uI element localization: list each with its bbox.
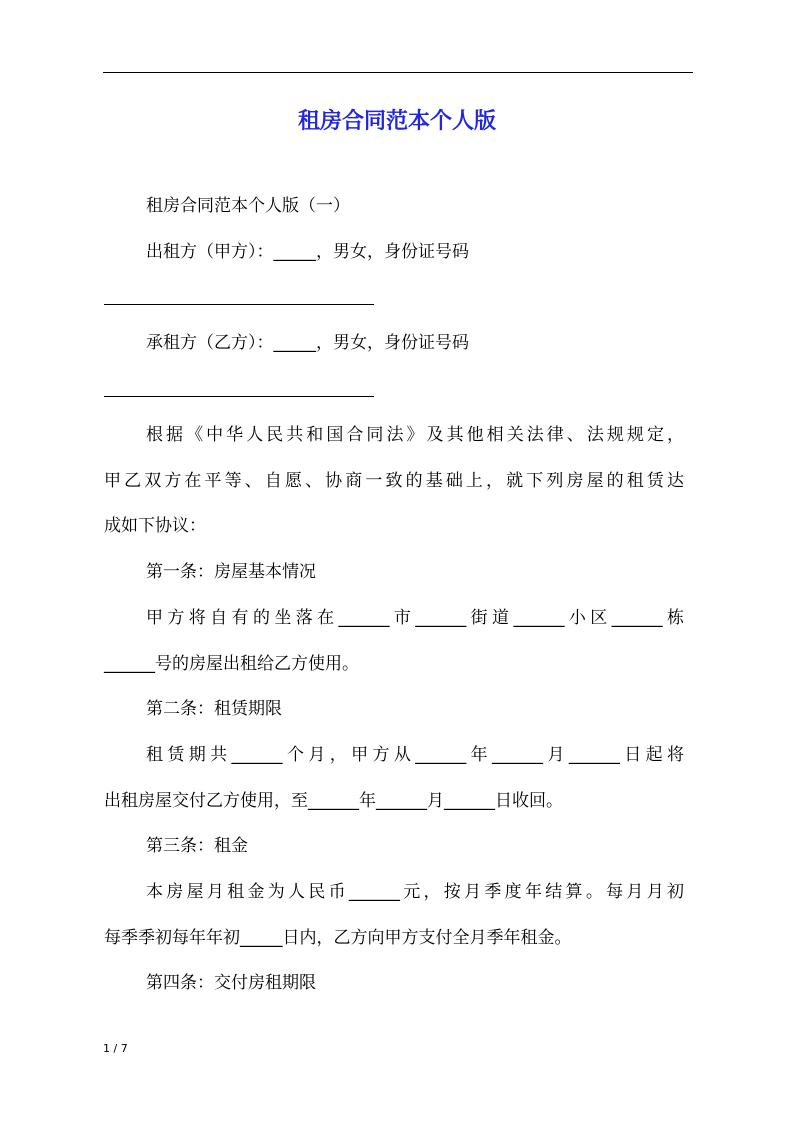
page-number: 1 / 7: [103, 1042, 128, 1055]
article-3-line-2: 每季季初每年年初_____日内，乙方向甲方支付全月季年租金。: [104, 928, 572, 948]
article-1-line-1: 甲方将自有的坐落在______市______街道______小区______栋: [146, 608, 684, 628]
article-4-heading: 第四条：交付房租期限: [146, 973, 316, 993]
article-1-line-2: ______号的房屋出租给乙方使用。: [104, 654, 359, 674]
lessor-id-blank: [104, 304, 374, 305]
article-2-line-1: 租赁期共______个月，甲方从______年______月______日起将: [146, 745, 684, 765]
lessee-line: 承租方（乙方）：_____，男女，身份证号码: [146, 333, 469, 353]
intro-paragraph-line-1: 根据《中华人民共和国合同法》及其他相关法律、法规规定，: [146, 425, 684, 445]
header-rule: [103, 72, 693, 73]
article-1-heading: 第一条：房屋基本情况: [146, 562, 316, 582]
lessor-line: 出租方（甲方）：_____，男女，身份证号码: [146, 242, 469, 262]
intro-paragraph-line-2: 甲乙双方在平等、自愿、协商一致的基础上，就下列房屋的租赁达: [104, 471, 684, 491]
article-3-heading: 第三条：租金: [146, 836, 248, 856]
section-heading: 租房合同范本个人版（一）: [146, 196, 350, 216]
lessee-id-blank: [104, 396, 374, 397]
article-2-heading: 第二条：租赁期限: [146, 699, 282, 719]
article-3-line-1: 本房屋月租金为人民币______元，按月季度年结算。每月月初: [146, 882, 684, 902]
article-2-line-2: 出租房屋交付乙方使用，至______年______月______日收回。: [104, 791, 563, 811]
intro-paragraph-line-3: 成如下协议：: [104, 516, 206, 536]
document-title: 租房合同范本个人版: [297, 109, 496, 134]
